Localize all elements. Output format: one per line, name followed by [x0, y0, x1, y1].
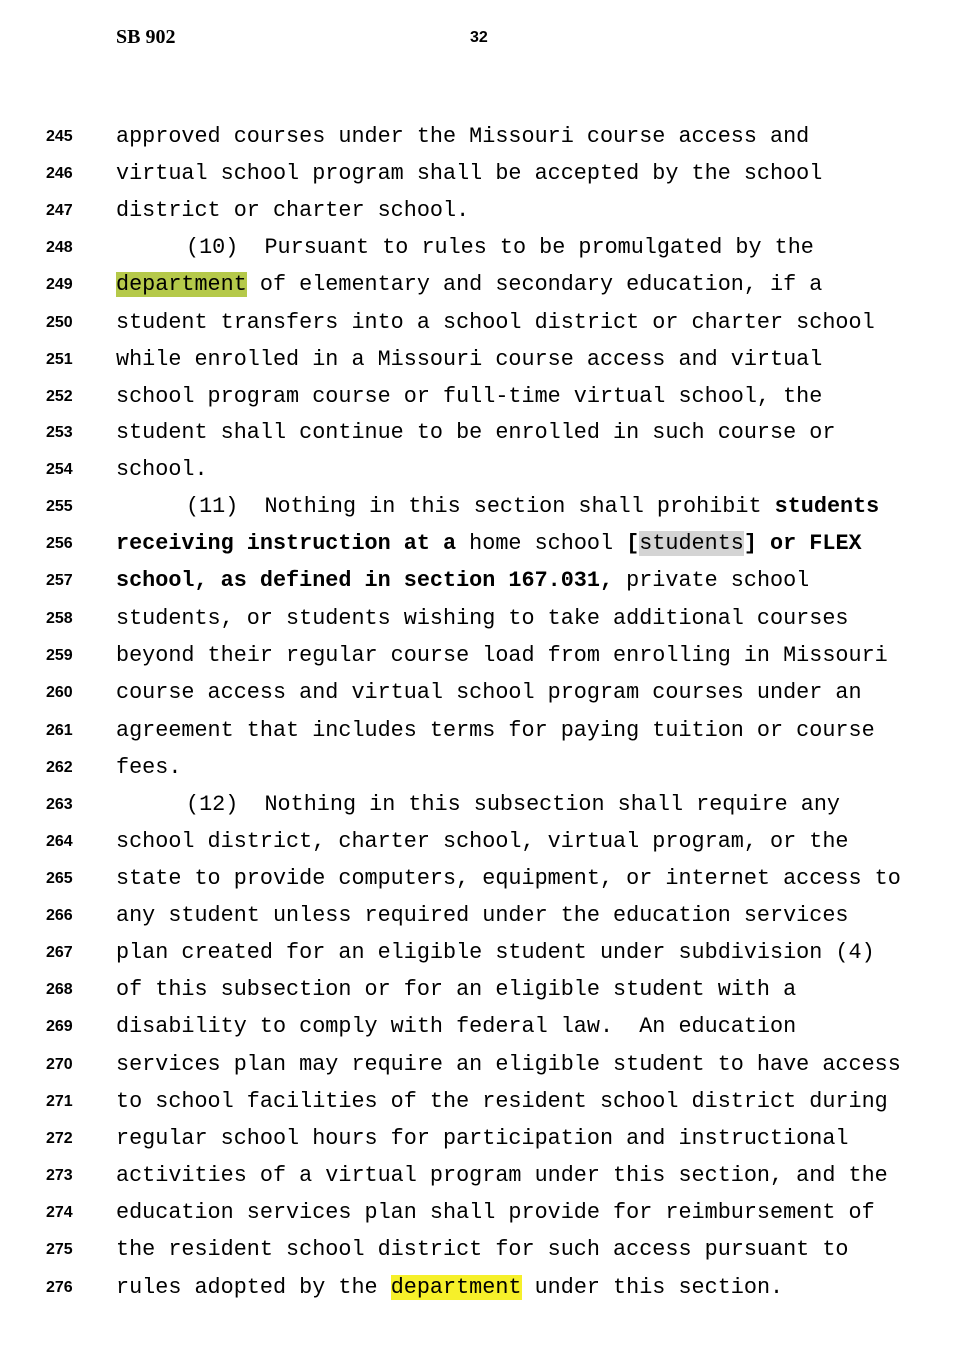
line-text: services plan may require an eligible student to have access — [116, 1052, 901, 1077]
text-line — [0, 753, 980, 783]
line-number: 246 — [46, 165, 73, 182]
line-number: 261 — [46, 722, 73, 739]
text-line — [0, 827, 980, 857]
line-text: school program course or full-time virtual school, the — [116, 384, 823, 409]
bill-id: SB 902 — [116, 26, 176, 48]
line-text: beyond their regular course load from enrolling in Missouri — [116, 643, 888, 668]
text-line — [0, 716, 980, 746]
highlighted-term: department — [116, 272, 247, 297]
line-number: 269 — [46, 1018, 73, 1035]
line-text: district or charter school. — [116, 198, 470, 223]
text-line — [0, 975, 980, 1005]
line-text: disability to comply with federal law. An education — [116, 1014, 797, 1039]
line-number: 252 — [46, 388, 73, 405]
line-number: 248 — [46, 239, 73, 256]
line-text: approved courses under the Missouri course access and — [116, 124, 810, 149]
line-text: (12) Nothing in this subsection shall require any — [186, 792, 841, 817]
line-text: state to provide computers, equipment, or internet access to — [116, 866, 901, 891]
text-line — [0, 1273, 980, 1303]
line-number: 258 — [46, 610, 73, 627]
line-number: 245 — [46, 128, 73, 145]
text-line — [0, 1235, 980, 1265]
line-number: 267 — [46, 944, 73, 961]
line-text: rules adopted by the department under this section. — [116, 1275, 784, 1300]
line-text: students, or students wishing to take additional courses — [116, 606, 849, 631]
bold-inserted-text: students — [774, 494, 880, 519]
text-line — [0, 604, 980, 634]
text-line — [0, 345, 980, 375]
text-line — [0, 529, 980, 559]
text-line — [0, 790, 980, 820]
line-number: 259 — [46, 647, 73, 664]
text-line — [0, 901, 980, 931]
deleted-text: students — [639, 531, 744, 556]
line-text: receiving instruction at a home school [students] or FLEX — [116, 531, 862, 556]
text-line — [0, 864, 980, 894]
line-number: 275 — [46, 1241, 73, 1258]
text-line — [0, 1087, 980, 1117]
line-number: 253 — [46, 424, 73, 441]
line-text: education services plan shall provide for reimbursement of — [116, 1200, 875, 1225]
line-text: fees. — [116, 755, 182, 780]
line-text: school. — [116, 457, 208, 482]
line-number: 250 — [46, 314, 73, 331]
line-text: (11) Nothing in this section shall prohibit students — [186, 494, 880, 519]
line-number: 268 — [46, 981, 73, 998]
text-line — [0, 382, 980, 412]
line-text: virtual school program shall be accepted by the school — [116, 161, 823, 186]
line-text: student shall continue to be enrolled in such course or — [116, 420, 836, 445]
line-text: of this subsection or for an eligible student with a — [116, 977, 797, 1002]
text-line — [0, 122, 980, 152]
text-line — [0, 1012, 980, 1042]
text-line — [0, 1198, 980, 1228]
line-text: to school facilities of the resident school district during — [116, 1089, 888, 1114]
line-number: 265 — [46, 870, 73, 887]
line-text: course access and virtual school program courses under an — [116, 680, 862, 705]
text-line — [0, 233, 980, 263]
line-text: while enrolled in a Missouri course access and virtual — [116, 347, 823, 372]
text-line — [0, 1050, 980, 1080]
line-number: 266 — [46, 907, 73, 924]
text-line — [0, 678, 980, 708]
line-number: 262 — [46, 759, 73, 776]
text-line — [0, 641, 980, 671]
line-number: 264 — [46, 833, 73, 850]
line-number: 249 — [46, 276, 73, 293]
text-line — [0, 938, 980, 968]
line-text: plan created for an eligible student under subdivision (4) — [116, 940, 875, 965]
line-number: 255 — [46, 498, 73, 515]
line-text: student transfers into a school district or charter school — [116, 310, 875, 335]
line-text: department of elementary and secondary education, if a — [116, 272, 823, 297]
text-line — [0, 455, 980, 485]
text-line — [0, 308, 980, 338]
line-number: 247 — [46, 202, 73, 219]
line-text: any student unless required under the education services — [116, 903, 849, 928]
line-number: 260 — [46, 684, 73, 701]
line-number: 256 — [46, 535, 73, 552]
highlighted-term: department — [390, 1275, 522, 1300]
text-line — [0, 270, 980, 300]
line-text: (10) Pursuant to rules to be promulgated by the — [186, 235, 814, 260]
text-line — [0, 196, 980, 226]
line-number: 257 — [46, 572, 73, 589]
text-line — [0, 492, 980, 522]
line-number: 273 — [46, 1167, 73, 1184]
text-line — [0, 566, 980, 596]
text-line — [0, 418, 980, 448]
line-number: 254 — [46, 461, 73, 478]
line-number: 263 — [46, 796, 73, 813]
line-number: 276 — [46, 1279, 73, 1296]
text-line — [0, 159, 980, 189]
text-line — [0, 1124, 980, 1154]
text-line — [0, 1161, 980, 1191]
line-number: 270 — [46, 1056, 73, 1073]
line-text: activities of a virtual program under this section, and the — [116, 1163, 888, 1188]
bold-inserted-text: ] or FLEX — [743, 531, 862, 556]
line-number: 274 — [46, 1204, 73, 1221]
line-number: 271 — [46, 1093, 73, 1110]
line-text: agreement that includes terms for paying tuition or course — [116, 718, 875, 743]
page-number: 32 — [470, 29, 488, 46]
line-number: 251 — [46, 351, 73, 368]
bold-inserted-text: receiving instruction at a — [116, 531, 457, 556]
line-text: school, as defined in section 167.031, private school — [116, 568, 810, 593]
line-number: 272 — [46, 1130, 73, 1147]
line-text: school district, charter school, virtual program, or the — [116, 829, 849, 854]
line-text: the resident school district for such access pursuant to — [116, 1237, 849, 1262]
bracket-open: [ — [626, 531, 640, 556]
line-text: regular school hours for participation and instructional — [116, 1126, 849, 1151]
bold-inserted-text: school, as defined in section 167.031, — [116, 568, 614, 593]
